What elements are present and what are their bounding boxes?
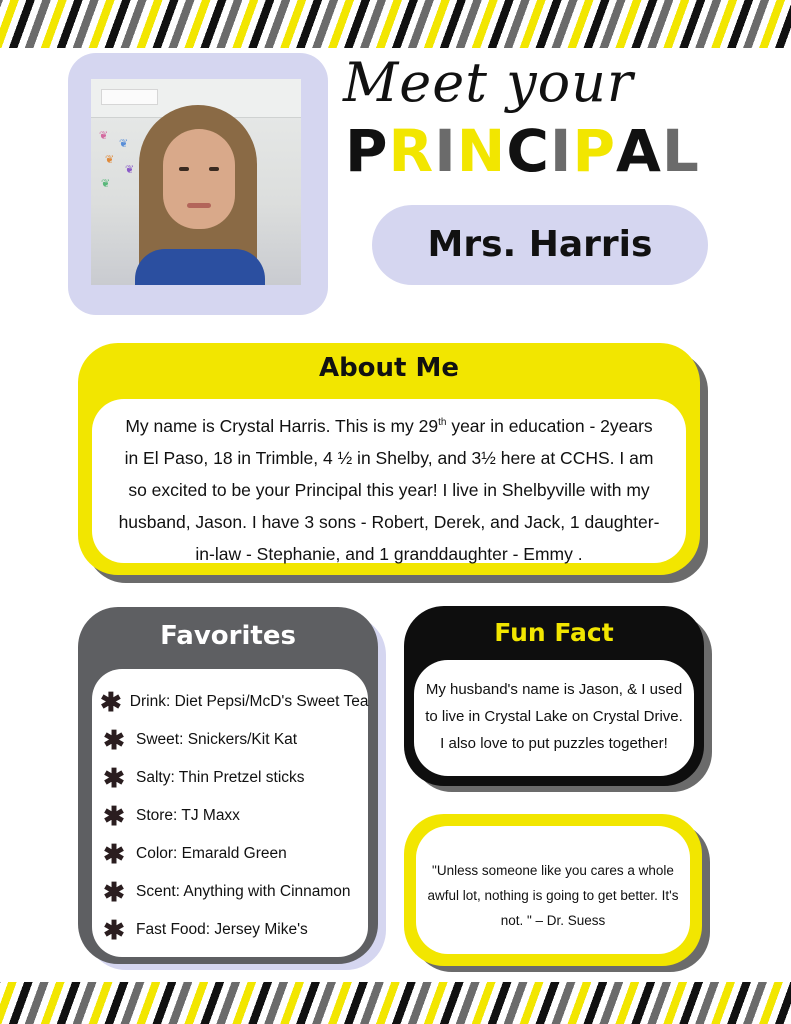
favorites-title: Favorites — [160, 621, 296, 651]
list-item — [100, 835, 362, 873]
list-item — [100, 721, 362, 759]
principal-letter: C — [506, 117, 550, 185]
quote-text: "Unless someone like you cares a whole awful lot, nothing is going to get better. It's not. " – Dr. Suess — [416, 826, 690, 954]
about-me-card — [78, 343, 700, 575]
principal-letter: P — [572, 117, 617, 185]
list-item — [100, 873, 362, 911]
butterfly-decor-icon: ❦ ❦ ❦ ❦ ❦ — [99, 129, 135, 190]
principal-letter: R — [388, 117, 435, 185]
about-text-superscript: th — [438, 417, 447, 428]
favorites-card — [78, 607, 378, 964]
principal-letter: N — [456, 117, 507, 185]
quote-card — [404, 814, 702, 966]
asterisk-bullet-icon: ✱ — [103, 801, 125, 831]
asterisk-bullet-icon: ✱ — [103, 839, 125, 869]
principal-letter: L — [661, 117, 700, 185]
principal-letter: P — [345, 117, 389, 185]
favorite-text: Salty: Thin Pretzel sticks — [136, 769, 305, 786]
asterisk-bullet-icon: ✱ — [103, 877, 125, 907]
fun-fact-card — [404, 606, 704, 786]
asterisk-bullet-icon: ✱ — [100, 687, 122, 717]
favorite-text: Scent: Anything with Cinnamon — [136, 883, 351, 900]
list-item — [100, 911, 362, 949]
about-text-part-1: My name is Crystal Harris. This is my 29 — [125, 415, 439, 436]
about-me-text — [92, 399, 686, 563]
favorite-text: Store: TJ Maxx — [136, 807, 240, 824]
principal-photo — [91, 79, 301, 285]
favorite-text: Fast Food: Jersey Mike's — [136, 921, 308, 938]
favorite-text: Color: Emarald Green — [136, 845, 287, 862]
about-me-title: About Me — [318, 353, 460, 383]
favorite-text: Drink: Diet Pepsi/McD's Sweet Tea — [129, 693, 369, 710]
principal-heading — [345, 116, 745, 186]
asterisk-bullet-icon: ✱ — [103, 725, 125, 755]
about-text-part-2: year in education - 2years in El Paso, 18 in Trimble, 4 ½ in Shelby, and 3½ here at CCHS. I am so excited to be your Principal this year! I live in Shelbyville with my husband, Jason. I have 3 sons - Robert, Derek, and Jack, 1 daughter-in-law - Stephanie, and 1 granddaughter - Emmy . — [118, 415, 660, 564]
favorites-list — [92, 669, 368, 957]
bottom-stripe-border — [0, 982, 791, 1024]
meet-your-heading: Meet your — [343, 51, 634, 114]
fun-fact-text: My husband's name is Jason, & I used to live in Crystal Lake on Crystal Drive. I also love to put puzzles together! — [414, 660, 694, 776]
favorite-text: Sweet: Snickers/Kit Kat — [136, 731, 298, 748]
top-stripe-border — [0, 0, 791, 48]
principal-name: Mrs. Harris — [372, 205, 708, 285]
list-item — [100, 683, 369, 721]
principal-letter: I — [549, 117, 573, 185]
list-item — [100, 797, 362, 835]
asterisk-bullet-icon: ✱ — [103, 915, 125, 945]
asterisk-bullet-icon: ✱ — [103, 763, 125, 793]
principal-letter: I — [434, 117, 457, 185]
fun-fact-title: Fun Fact — [494, 618, 614, 647]
photo-frame — [68, 53, 328, 315]
list-item — [100, 759, 362, 797]
principal-letter: A — [616, 117, 662, 185]
